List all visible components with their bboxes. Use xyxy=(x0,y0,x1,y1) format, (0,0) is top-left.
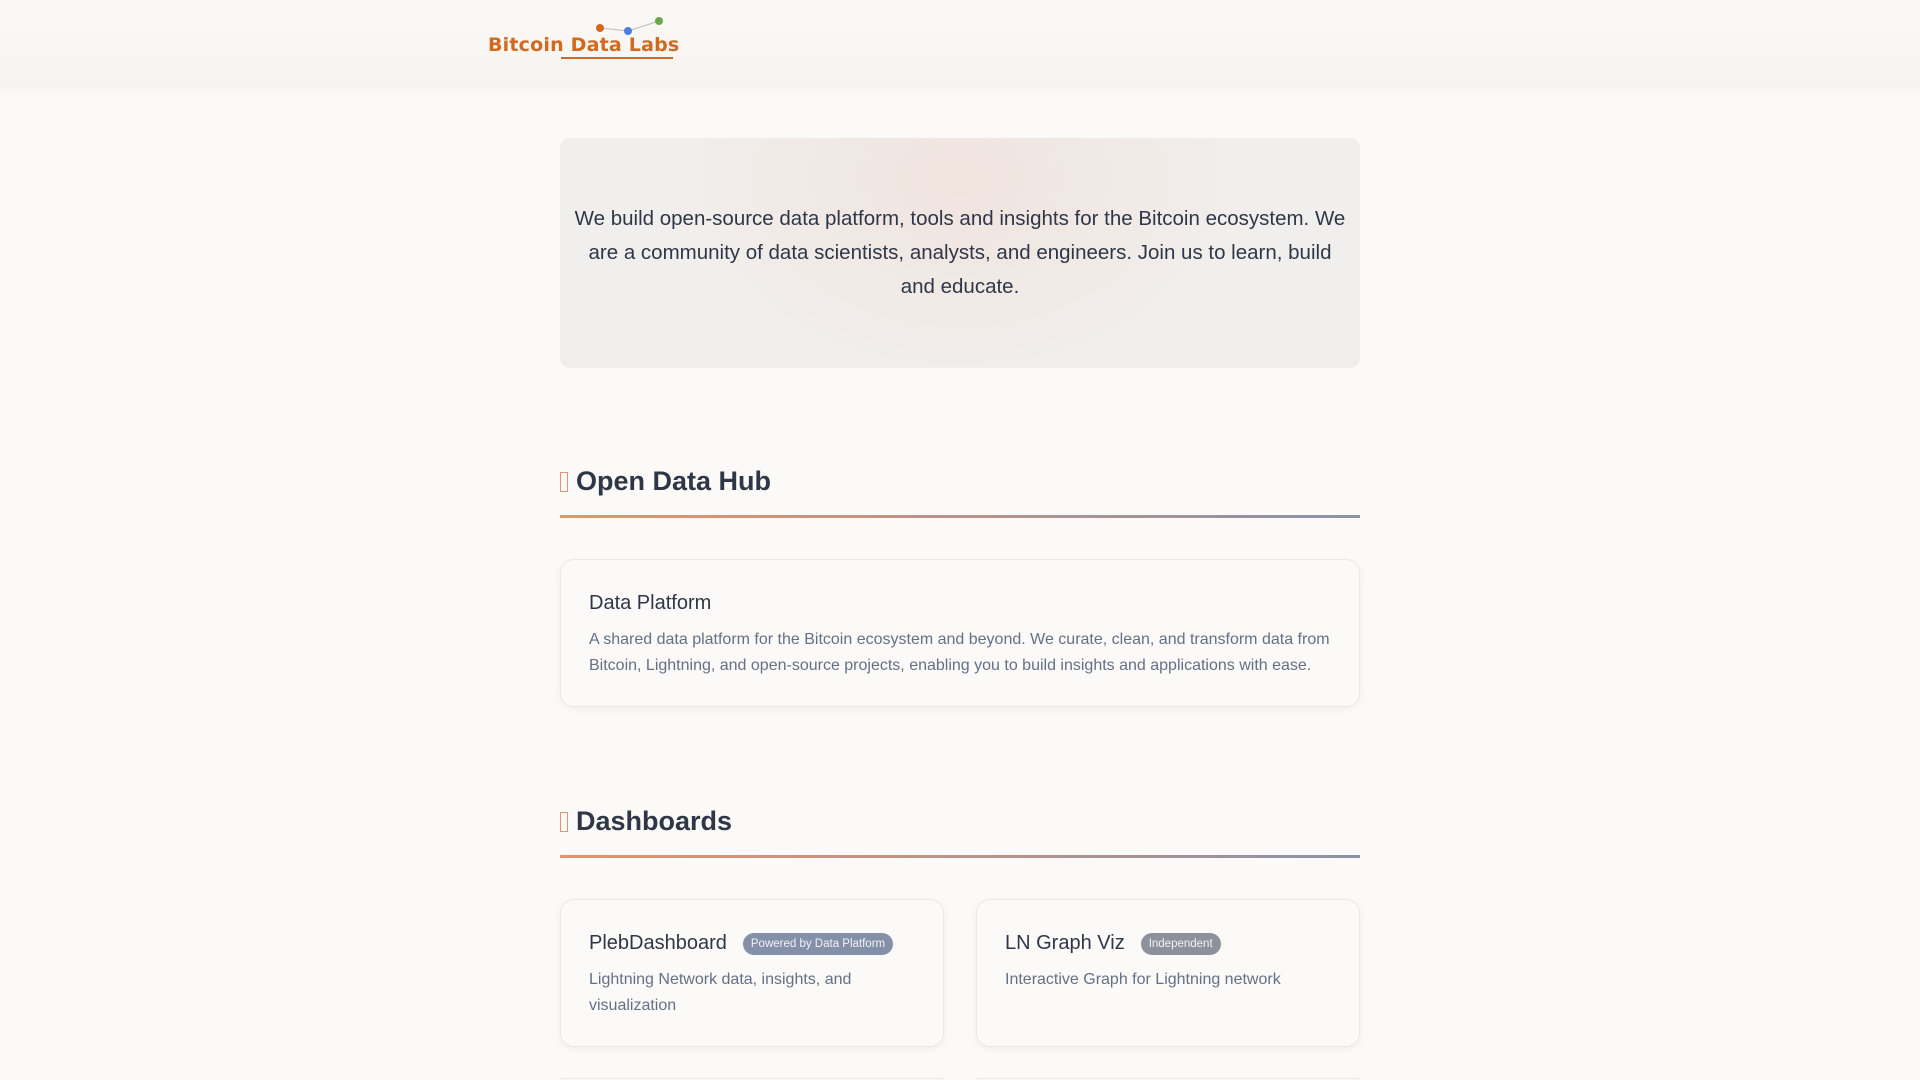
section-icon xyxy=(560,812,568,832)
card-description: Lightning Network data, insights, and visualization xyxy=(589,971,852,1014)
site-header xyxy=(0,0,1920,85)
hero-text: We build open-source data platform, tools and insights for the Bitcoin ecosystem. We are a community of data scientists, analysts, and engineers. Join us to learn, build and educate. xyxy=(574,207,1346,298)
hero-banner xyxy=(560,138,1360,368)
card-description: A shared data platform for the Bitcoin ecosystem and beyond. We curate, clean, and transform data from Bitcoin, Lightning, and open-source projects, enabling you to build insights and applications with ease. xyxy=(589,631,1330,674)
card-title: LN Graph Viz xyxy=(1005,932,1125,954)
section-title-open-data-hub xyxy=(560,466,771,497)
section-icon xyxy=(560,472,568,492)
badge-independent: Independent xyxy=(1141,933,1221,955)
logo-text: Bitcoin Data Labs xyxy=(488,34,680,56)
logo[interactable] xyxy=(488,14,678,62)
section-title-text: Dashboards xyxy=(576,806,733,836)
section-divider xyxy=(560,855,1360,858)
section-divider xyxy=(560,515,1360,518)
card-description: Interactive Graph for Lightning network xyxy=(1005,971,1281,988)
card-plebdashboard[interactable] xyxy=(560,899,944,1047)
logo-underline xyxy=(561,57,673,59)
section-title-dashboards xyxy=(560,806,732,837)
badge-powered-by: Powered by Data Platform xyxy=(743,933,893,955)
section-title-text: Open Data Hub xyxy=(576,466,772,496)
card-title: Data Platform xyxy=(589,592,712,614)
card-ln-graph-viz[interactable] xyxy=(976,899,1360,1047)
card-title: PlebDashboard xyxy=(589,932,727,954)
card-data-platform[interactable] xyxy=(560,559,1360,707)
